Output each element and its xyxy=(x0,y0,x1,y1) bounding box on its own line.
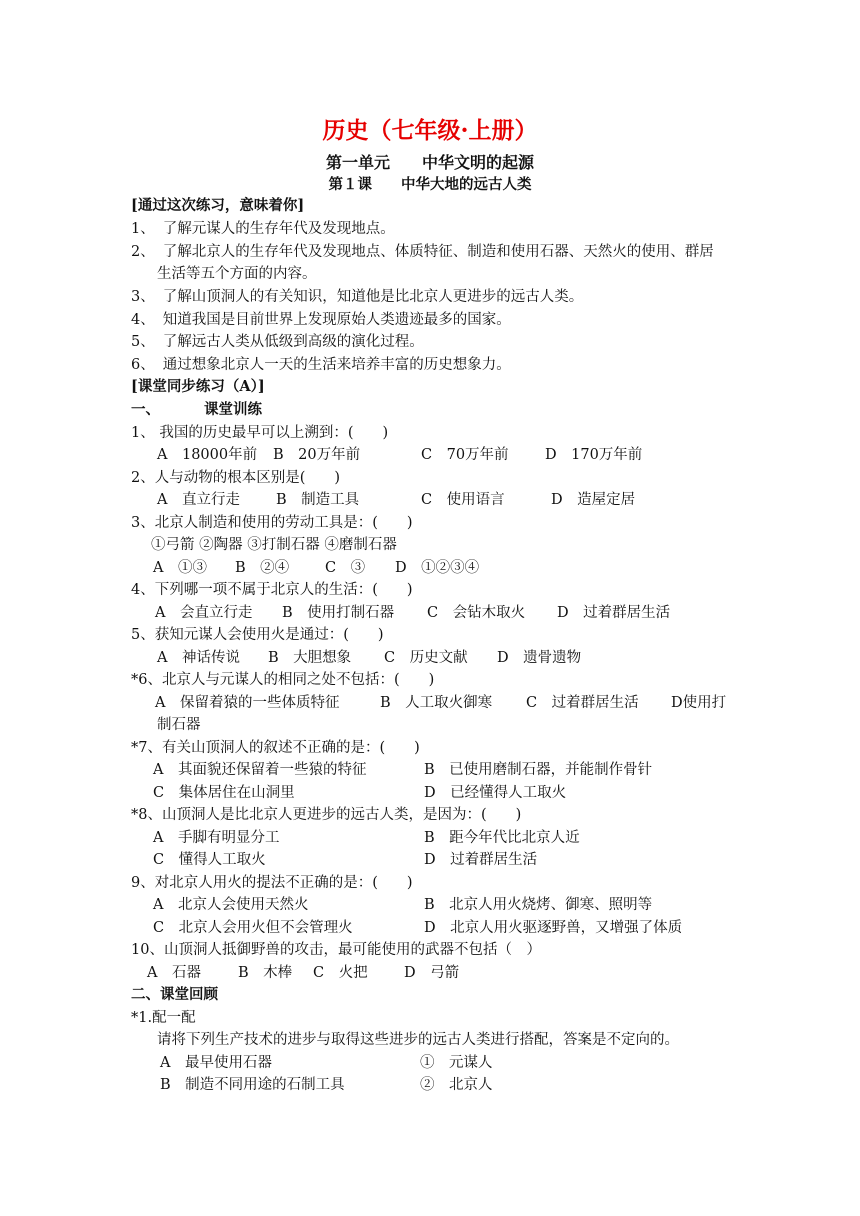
section-two-heading: 二、课堂回顾 xyxy=(131,986,218,1003)
option-continuation: 制石器 xyxy=(157,717,201,733)
option: C 会钻木取火 xyxy=(427,605,526,621)
matching-right-item: ② 北京人 xyxy=(420,1077,493,1093)
option: D 过着群居生活 xyxy=(424,852,538,868)
option: A 会直立行走 xyxy=(155,605,253,621)
option: B 木棒 xyxy=(238,965,293,981)
option: D 170万年前 xyxy=(545,447,643,463)
goal-item: 5、 了解远古人类从低级到高级的演化过程。 xyxy=(131,334,424,350)
option: A 保留着猿的一些体质特征 xyxy=(155,695,340,711)
option: A 手脚有明显分工 xyxy=(153,830,280,846)
matching-right-item: ① 元谋人 xyxy=(420,1055,493,1071)
option: C 历史文献 xyxy=(384,650,468,666)
option: A 神话传说 xyxy=(157,650,240,666)
option: D 造屋定居 xyxy=(551,492,636,508)
question-text: *6、北京人与元谋人的相同之处不包括：( ) xyxy=(131,672,435,688)
section-two-subheading: *1.配一配 xyxy=(131,1010,196,1026)
option: A 北京人会使用天然火 xyxy=(153,897,309,913)
option: C 使用语言 xyxy=(421,492,505,508)
unit-heading: 第一单元 中华文明的起源 xyxy=(325,153,534,172)
page-title: 历史（七年级·上册） xyxy=(322,117,538,144)
matching-left-item: B 制造不同用途的石制工具 xyxy=(160,1077,345,1093)
option: B ②④ xyxy=(235,560,290,576)
option: C 北京人会用火但不会管理火 xyxy=(153,920,353,936)
goal-item: 2、 了解北京人的生存年代及发现地点、体质特征、制造和使用石器、天然火的使用、群居 xyxy=(131,244,714,260)
option: C 过着群居生活 xyxy=(526,695,639,711)
option: B 已使用磨制石器，并能制作骨针 xyxy=(424,762,653,778)
option: B 大胆想象 xyxy=(268,650,352,666)
option: A 石器 xyxy=(147,965,201,981)
option: D ①②③④ xyxy=(395,560,480,576)
option: A 直立行走 xyxy=(157,492,240,508)
goals-heading: [通过这次练习，意味着你] xyxy=(131,197,305,214)
option: A ①③ xyxy=(153,560,207,576)
goal-item: 6、 通过想象北京人一天的生活来培养丰富的历史想象力。 xyxy=(131,357,511,373)
option: D 弓箭 xyxy=(404,965,460,981)
option: B 距今年代比北京人近 xyxy=(424,830,580,846)
option: D使用打 xyxy=(671,695,727,711)
option: A 其面貌还保留着一些猿的特征 xyxy=(153,762,367,778)
question-subtext: ①弓箭 ②陶器 ③打制石器 ④磨制石器 xyxy=(151,537,397,553)
question-text: 1、 我国的历史最早可以上溯到：( ) xyxy=(131,425,389,441)
option: C 懂得人工取火 xyxy=(153,852,266,868)
option: B 20万年前 xyxy=(273,447,361,463)
option: D 已经懂得人工取火 xyxy=(424,785,567,801)
matching-instruction: 请将下列生产技术的进步与取得这些进步的远古人类进行搭配，答案是不定向的。 xyxy=(157,1032,679,1048)
option: B 制造工具 xyxy=(276,492,360,508)
option: D 北京人用火驱逐野兽，又增强了体质 xyxy=(424,920,683,936)
option: D 过着群居生活 xyxy=(557,605,671,621)
question-text: 2、人与动物的根本区别是( ) xyxy=(131,470,341,486)
question-text: *7、有关山顶洞人的叙述不正确的是：( ) xyxy=(131,740,420,756)
question-text: 3、北京人制造和使用的劳动工具是：( ) xyxy=(131,515,413,531)
goal-item: 4、 知道我国是目前世界上发现原始人类遗迹最多的国家。 xyxy=(131,312,511,328)
option: D 遗骨遗物 xyxy=(497,650,582,666)
option: C 火把 xyxy=(313,965,368,981)
practice-heading: [课堂同步练习（A）] xyxy=(131,378,265,395)
option: B 北京人用火烧烤、御寒、照明等 xyxy=(424,897,653,913)
goal-item: 1、 了解元谋人的生存年代及发现地点。 xyxy=(131,221,395,237)
goal-item-continuation: 生活等五个方面的内容。 xyxy=(157,266,317,282)
lesson-heading: 第１课 中华大地的远古人类 xyxy=(328,176,532,193)
option: B 人工取火御寒 xyxy=(380,695,493,711)
question-text: 9、对北京人用火的提法不正确的是：( ) xyxy=(131,875,413,891)
option: A 18000年前 xyxy=(157,447,258,463)
option: C 集体居住在山洞里 xyxy=(153,785,295,801)
question-text: *8、山顶洞人是比北京人更进步的远古人类，是因为：( ) xyxy=(131,807,522,823)
matching-left-item: A 最早使用石器 xyxy=(160,1055,272,1071)
section-one-heading: 一、 课堂训练 xyxy=(131,401,262,418)
goal-item: 3、 了解山顶洞人的有关知识，知道他是比北京人更进步的远古人类。 xyxy=(131,289,584,305)
question-text: 5、获知元谋人会使用火是通过：( ) xyxy=(131,627,384,643)
question-text: 10、山顶洞人抵御野兽的攻击，最可能使用的武器不包括（ ） xyxy=(131,942,541,958)
option: C ③ xyxy=(325,560,366,576)
option: B 使用打制石器 xyxy=(282,605,395,621)
question-text: 4、下列哪一项不属于北京人的生活：( ) xyxy=(131,582,413,598)
option: C 70万年前 xyxy=(421,447,509,463)
